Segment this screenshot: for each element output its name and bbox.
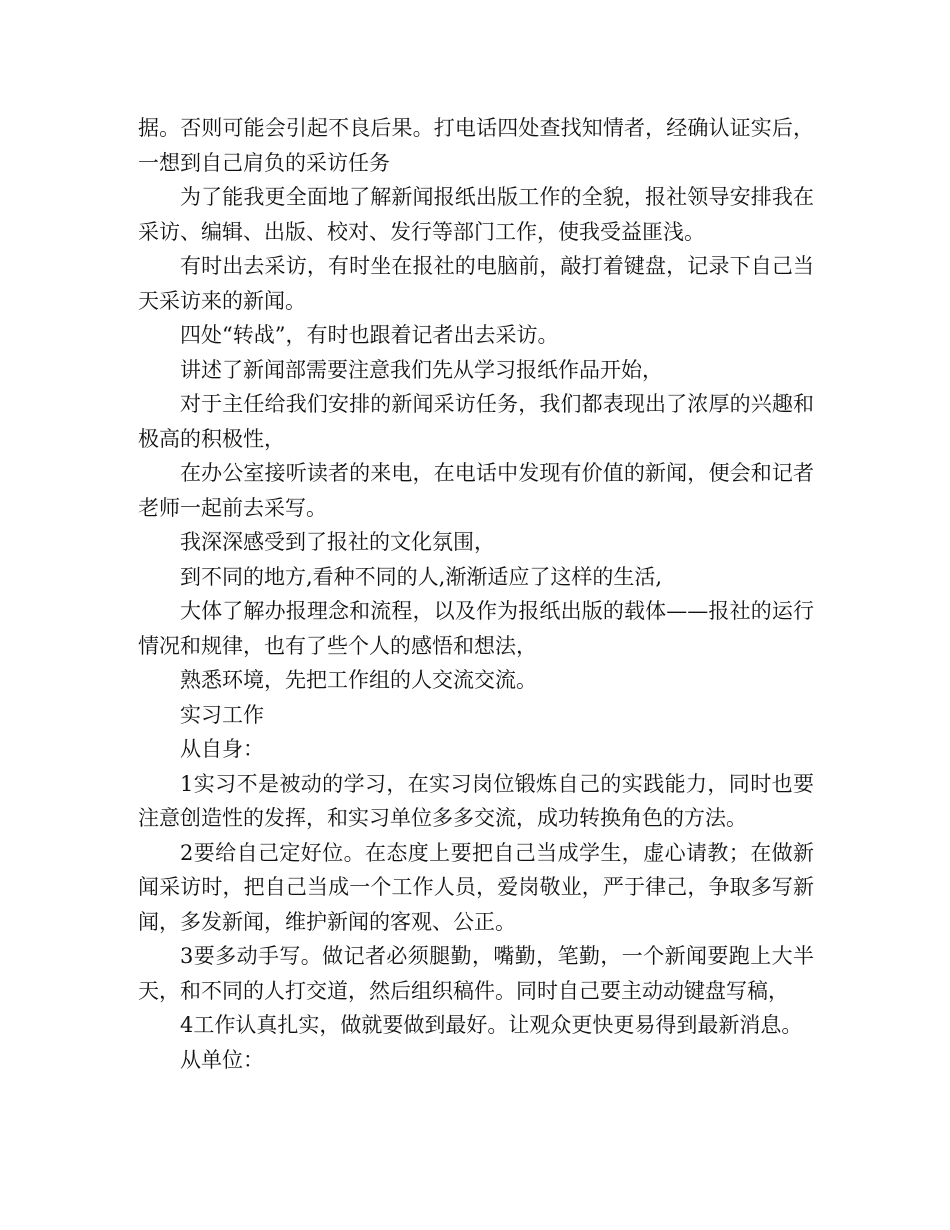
paragraph-10: 大体了解办报理念和流程，以及作为报纸出版的载体——报社的运行情况和规律，也有了些个人的感悟和想法， xyxy=(138,599,814,658)
paragraph-6: 对于主任给我们安排的新闻采访任务，我们都表现出了浓厚的兴趣和极高的积极性， xyxy=(138,392,814,451)
paragraph-9: 到不同的地方,看种不同的人,渐渐适应了这样的生活, xyxy=(180,564,663,589)
list-item-3: 3要多动手写。做记者必须腿勤，嘴勤，笔勤，一个新闻要跑上大半天，和不同的人打交道，然后组织稿件。同时自己要主动动键盘写稿， xyxy=(138,944,814,1003)
subheading-from-unit: 从单位： xyxy=(180,1047,264,1072)
list-item-4: 4工作认真扎实，做就要做到最好。让观众更快更易得到最新消息。 xyxy=(180,1013,803,1037)
paragraph-3: 有时出去采访，有时坐在报社的电脑前，敲打着键盘，记录下自己当天采访来的新闻。 xyxy=(138,254,814,313)
paragraph-7: 在办公室接听读者的来电，在电话中发现有价值的新闻，便会和记者老师一起前去采写。 xyxy=(138,461,814,520)
section-heading-internship-work: 实习工作 xyxy=(180,702,264,727)
list-item-2: 2要给自己定好位。在态度上要把自己当成学生，虚心请教；在做新闻采访时，把自己当成一个工作人员，爱岗敬业，严于律己，争取多写新闻，多发新闻，维护新闻的客观、公正。 xyxy=(138,840,814,934)
paragraph-8: 我深深感受到了报社的文化氛围， xyxy=(180,530,495,554)
paragraph-2: 为了能我更全面地了解新闻报纸出版工作的全貌，报社领导安排我在采访、编辑、出版、校对、发行等部门工作，使我受益匪浅。 xyxy=(138,185,814,244)
subheading-from-self: 从自身： xyxy=(180,737,264,761)
paragraph-1: 据。否则可能会引起不良后果。打电话四处查找知情者，经确认证实后，一想到自己肩负的采访任务 xyxy=(138,116,814,175)
paragraph-11: 熟悉环境，先把工作组的人交流交流。 xyxy=(180,668,537,692)
paragraph-5: 讲述了新闻部需要注意我们先从学习报纸作品开始， xyxy=(180,357,663,382)
document-body xyxy=(138,111,814,1077)
list-item-1: 1实习不是被动的学习，在实习岗位锻炼自己的实践能力，同时也要注意创造性的发挥，和实习单位多多交流，成功转换角色的方法。 xyxy=(138,771,814,830)
paragraph-4: 四处“转战”，有时也跟着记者出去采访。 xyxy=(180,323,559,347)
